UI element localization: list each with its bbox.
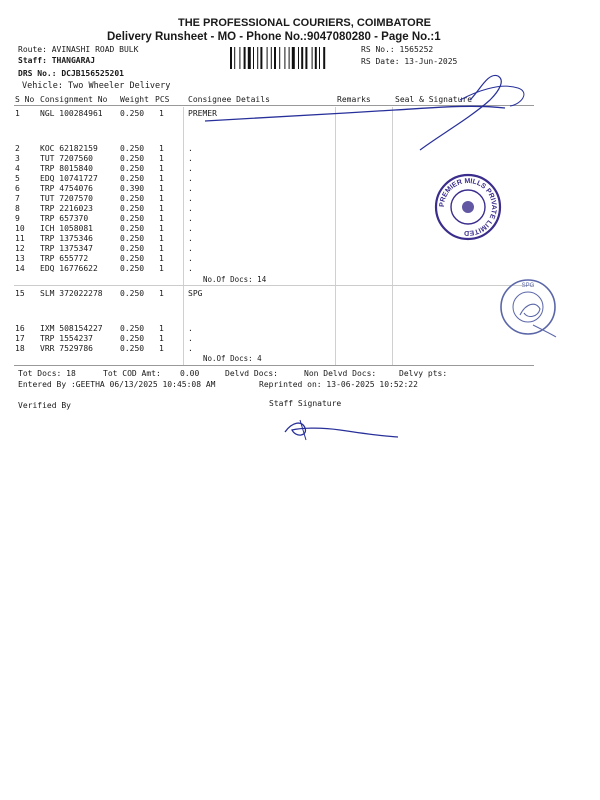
row-sno: 5 — [15, 174, 20, 183]
row-pcs: 1 — [159, 324, 164, 333]
barcode-bar — [267, 47, 268, 69]
row-weight: 0.250 — [120, 334, 145, 343]
group-total-1: No.Of Docs: 14 — [203, 275, 267, 284]
row-consignee: . — [188, 234, 193, 243]
table-row — [0, 109, 600, 119]
total-cod-value: 0.00 — [180, 369, 200, 378]
rs-date: RS Date: 13-Jun-2025 — [361, 57, 458, 66]
row-consignment: SLM 372022278 — [40, 289, 103, 298]
row-weight: 0.250 — [120, 244, 145, 253]
row-consignee: . — [188, 184, 193, 193]
row-pcs: 1 — [159, 174, 164, 183]
row-weight: 0.390 — [120, 184, 145, 193]
barcode-bar — [298, 47, 299, 69]
row-sno: 13 — [15, 254, 25, 263]
summary-divider — [14, 365, 534, 366]
table-row — [0, 254, 600, 264]
col-seal: Seal & Signature — [395, 95, 473, 104]
vehicle-label: Vehicle: Two Wheeler Delivery — [22, 81, 171, 91]
stamp-text: PREMIER MILLS PRIVATE LIMITED — [438, 177, 498, 237]
barcode-bar — [253, 47, 254, 69]
row-consignment: KOC 62182159 — [40, 144, 98, 153]
row-pcs: 1 — [159, 184, 164, 193]
entered-by: Entered By :GEETHA 06/13/2025 10:45:08 AM — [18, 380, 216, 389]
premier-mills-stamp — [433, 172, 503, 242]
table-row — [0, 234, 600, 244]
spg-stamp-text: SPG — [521, 283, 535, 289]
barcode-bar — [257, 47, 258, 69]
barcode-bar — [315, 47, 317, 69]
row-weight: 0.250 — [120, 144, 145, 153]
row-weight: 0.250 — [120, 214, 145, 223]
row-sno: 7 — [15, 194, 20, 203]
table-row — [0, 344, 600, 354]
row-consignee: . — [188, 334, 193, 343]
row-sno: 12 — [15, 244, 25, 253]
table-row — [0, 244, 600, 254]
barcode-bar — [312, 47, 313, 69]
row-consignment: TRP 8015840 — [40, 164, 93, 173]
row-pcs: 1 — [159, 109, 164, 118]
reprinted-on: Reprinted on: 13-06-2025 10:52:22 — [259, 380, 418, 389]
staff-label: Staff: THANGARAJ — [18, 56, 96, 65]
row-consignment: TRP 1554237 — [40, 334, 93, 343]
row-weight: 0.250 — [120, 109, 145, 118]
barcode-bar — [289, 47, 290, 69]
row-pcs: 1 — [159, 344, 164, 353]
row-weight: 0.250 — [120, 224, 145, 233]
delivery-points: Delvy pts: — [399, 369, 448, 378]
row-sno: 17 — [15, 334, 25, 343]
row-weight: 0.250 — [120, 264, 145, 273]
row-weight: 0.250 — [120, 174, 145, 183]
table-row — [0, 214, 600, 224]
barcode-bar — [279, 47, 280, 69]
row-weight: 0.250 — [120, 154, 145, 163]
col-sno: S No — [15, 95, 35, 104]
route-label: Route: AVINASHI ROAD BULK — [18, 45, 139, 54]
row-pcs: 1 — [159, 254, 164, 263]
spg-stamp — [498, 275, 558, 339]
row-consignee: . — [188, 254, 193, 263]
row-sno: 3 — [15, 154, 20, 163]
table-row — [0, 204, 600, 214]
barcode-bar — [284, 47, 285, 69]
row-consignment: VRR 7529786 — [40, 344, 93, 353]
row-weight: 0.250 — [120, 234, 145, 243]
group-total-2: No.Of Docs: 4 — [203, 354, 262, 363]
table-row — [0, 194, 600, 204]
total-docs: Tot Docs: 18 — [18, 369, 76, 378]
row-consignment: TRP 1375347 — [40, 244, 93, 253]
row-pcs: 1 — [159, 289, 164, 298]
row-consignee: . — [188, 224, 193, 233]
barcode-bar — [274, 47, 276, 69]
barcode-bar — [323, 47, 325, 69]
table-row — [0, 154, 600, 164]
row-sno: 16 — [15, 324, 25, 333]
row-consignment: EDQ 16776622 — [40, 264, 98, 273]
barcode-bar — [271, 47, 272, 69]
col-consignment: Consignment No — [40, 95, 108, 104]
row-pcs: 1 — [159, 264, 164, 273]
rs-number: RS No.: 1565252 — [361, 45, 434, 54]
row-sno: 9 — [15, 214, 20, 223]
row-consignment: TRP 1375346 — [40, 234, 93, 243]
barcode-bar — [301, 47, 303, 69]
barcode-bar — [244, 47, 246, 69]
row-consignment: IXM 508154227 — [40, 324, 103, 333]
row-consignee: . — [188, 154, 193, 163]
row-consignee: . — [188, 144, 193, 153]
row-consignment: EDQ 10741727 — [40, 174, 98, 183]
col-pcs: PCS — [155, 95, 170, 104]
row-sno: 1 — [15, 109, 20, 118]
col-weight: Weight — [120, 95, 149, 104]
row-consignment: TRP 4754076 — [40, 184, 93, 193]
row-consignee: . — [188, 244, 193, 253]
row-pcs: 1 — [159, 204, 164, 213]
row-pcs: 1 — [159, 194, 164, 203]
row-sno: 8 — [15, 204, 20, 213]
company-title: THE PROFESSIONAL COURIERS, COIMBATORE — [178, 17, 432, 29]
row-consignment: TUT 7207560 — [40, 154, 93, 163]
total-cod-label: Tot COD Amt: — [103, 369, 161, 378]
row-weight: 0.250 — [120, 289, 145, 298]
barcode-bar — [248, 47, 251, 69]
row-weight: 0.250 — [120, 254, 145, 263]
table-row — [0, 224, 600, 234]
table-row — [0, 144, 600, 154]
table-row — [0, 164, 600, 174]
row-pcs: 1 — [159, 334, 164, 343]
barcode-bar — [319, 47, 320, 69]
barcode-bar — [230, 47, 232, 69]
row-weight: 0.250 — [120, 324, 145, 333]
row-sno: 18 — [15, 344, 25, 353]
non-delivered-docs: Non Delvd Docs: — [304, 369, 377, 378]
col-divider — [183, 107, 184, 365]
header-divider — [14, 105, 534, 106]
row-sno: 6 — [15, 184, 20, 193]
row-pcs: 1 — [159, 144, 164, 153]
row-sno: 4 — [15, 164, 20, 173]
col-divider — [392, 107, 393, 365]
row-consignment: TRP 655772 — [40, 254, 89, 263]
delivered-docs: Delvd Docs: — [225, 369, 278, 378]
row-pcs: 1 — [159, 164, 164, 173]
row-sno: 2 — [15, 144, 20, 153]
row-consignment: TRP 657370 — [40, 214, 89, 223]
row-weight: 0.250 — [120, 344, 145, 353]
row-consignment: ICH 1058081 — [40, 224, 93, 233]
barcode-bar — [305, 47, 307, 69]
row-weight: 0.250 — [120, 164, 145, 173]
row-weight: 0.250 — [120, 204, 145, 213]
col-divider — [335, 107, 336, 365]
drs-number: DRS No.: DCJB156525201 — [18, 69, 124, 78]
runsheet-subtitle: Delivery Runsheet - MO - Phone No.:9047080280 - Page No.:1 — [107, 31, 441, 43]
col-consignee: Consignee Details — [188, 95, 270, 104]
barcode-bar — [239, 47, 240, 69]
table-row — [0, 264, 600, 274]
row-consignee: SPG — [188, 289, 203, 298]
table-header — [0, 95, 600, 105]
barcode-bar — [260, 47, 262, 69]
col-remarks: Remarks — [337, 95, 371, 104]
row-pcs: 1 — [159, 244, 164, 253]
table-row — [0, 184, 600, 194]
row-consignee: . — [188, 214, 193, 223]
verified-by: Verified By — [18, 401, 71, 410]
row-consignment: TRP 2216023 — [40, 204, 93, 213]
row-consignee: . — [188, 194, 193, 203]
row-consignee: . — [188, 174, 193, 183]
row-pcs: 1 — [159, 224, 164, 233]
row-consignment: NGL 100284961 — [40, 109, 103, 118]
row-weight: 0.250 — [120, 194, 145, 203]
table-row — [0, 174, 600, 184]
row-sno: 11 — [15, 234, 25, 243]
row-sno: 14 — [15, 264, 25, 273]
row-pcs: 1 — [159, 234, 164, 243]
group-divider — [14, 285, 534, 286]
barcode-image — [230, 47, 356, 69]
row-consignee: . — [188, 344, 193, 353]
barcode-bar — [234, 47, 235, 69]
row-consignee: . — [188, 204, 193, 213]
row-consignee: . — [188, 164, 193, 173]
barcode-bar — [292, 47, 295, 69]
row-sno: 15 — [15, 289, 25, 298]
row-pcs: 1 — [159, 214, 164, 223]
row-consignee: . — [188, 264, 193, 273]
row-sno: 10 — [15, 224, 25, 233]
row-consignee: PREMER — [188, 109, 217, 118]
row-pcs: 1 — [159, 154, 164, 163]
row-consignment: TUT 7207570 — [40, 194, 93, 203]
row-consignee: . — [188, 324, 193, 333]
staff-signature-label: Staff Signature — [269, 399, 342, 408]
